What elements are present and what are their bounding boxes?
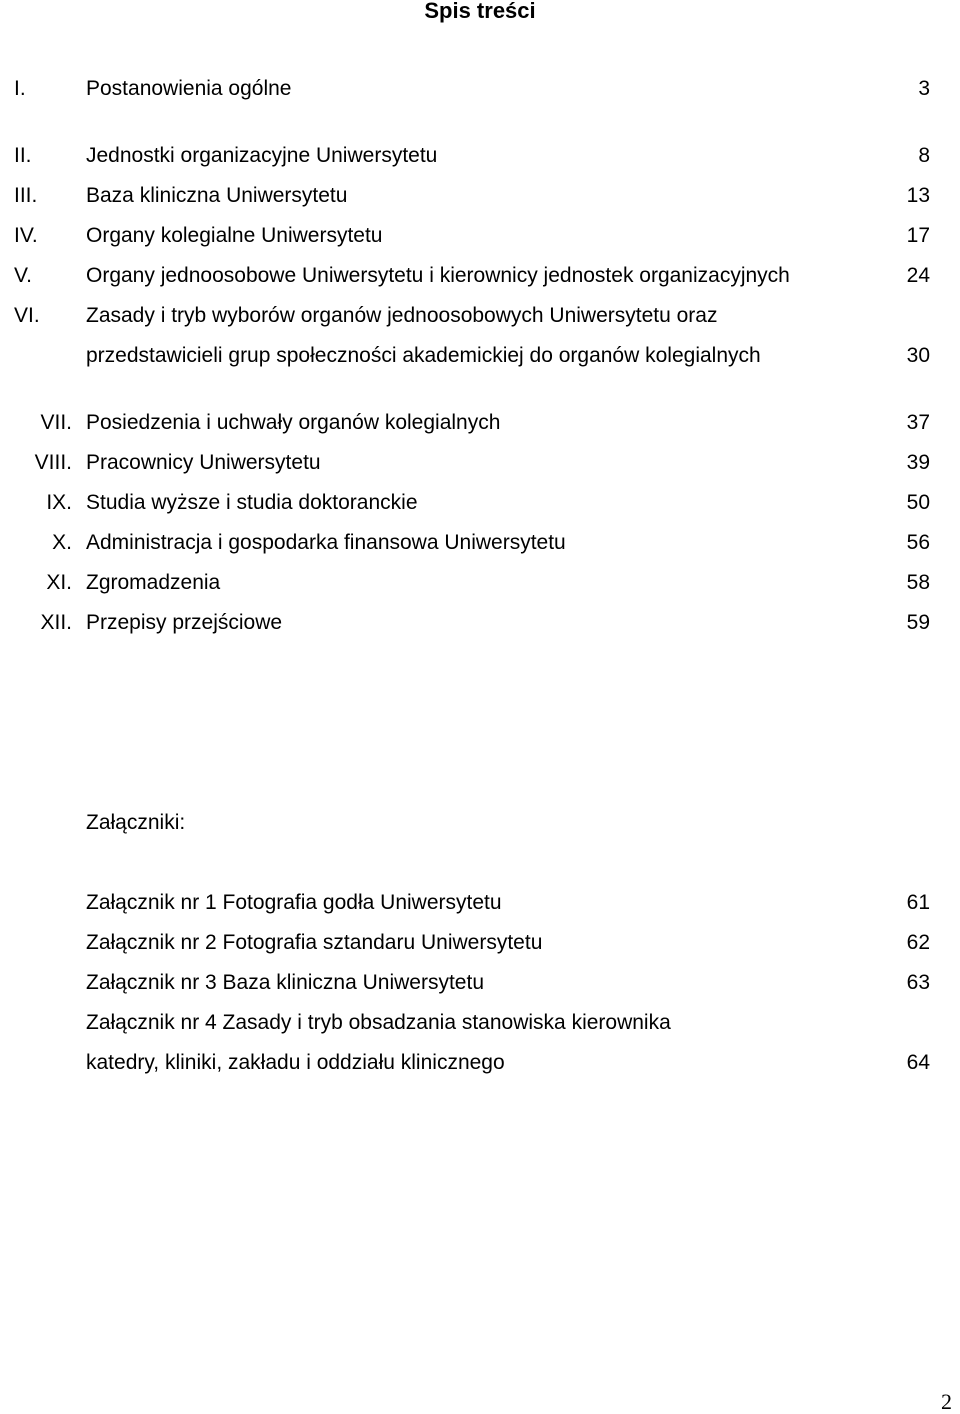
attachment-entry-page: 63 bbox=[906, 971, 930, 994]
toc-entry-text: Jednostki organizacyjne Uniwersytetu bbox=[86, 144, 438, 167]
toc-entry-page: 39 bbox=[906, 451, 930, 474]
toc-entry-number: X. bbox=[52, 531, 72, 554]
page-number: 2 bbox=[941, 1389, 952, 1414]
toc-entry-page: 37 bbox=[906, 411, 930, 434]
toc-entry-number: IX. bbox=[46, 491, 72, 514]
toc-entry-page: 58 bbox=[906, 571, 930, 594]
toc-entry-text: Postanowienia ogólne bbox=[86, 77, 292, 100]
toc-entry-page: 24 bbox=[906, 264, 930, 287]
toc-entry-text: Pracownicy Uniwersytetu bbox=[86, 451, 321, 474]
toc-entry-number: VI. bbox=[14, 304, 40, 327]
toc-entry-page: 56 bbox=[906, 531, 930, 554]
toc-entry-text: Zgromadzenia bbox=[86, 571, 221, 594]
toc-entry-number: XII. bbox=[40, 611, 72, 634]
toc-entry-text: Organy kolegialne Uniwersytetu bbox=[86, 224, 383, 247]
attachment-entry-text-continued: katedry, kliniki, zakładu i oddziału klinicznego bbox=[86, 1051, 505, 1074]
attachment-entry-text: Załącznik nr 3 Baza kliniczna Uniwersytetu bbox=[86, 971, 484, 994]
toc-entry-page: 59 bbox=[906, 611, 930, 634]
attachment-entry-page: 62 bbox=[906, 931, 930, 954]
attachment-entry-page: 61 bbox=[906, 891, 930, 914]
attachment-entry-text: Załącznik nr 1 Fotografia godła Uniwersytetu bbox=[86, 891, 502, 914]
toc-entry-number: III. bbox=[14, 184, 38, 207]
toc-entry-page: 17 bbox=[906, 224, 930, 247]
toc-entry-number: XI. bbox=[46, 571, 72, 594]
attachment-entry-page: 64 bbox=[906, 1051, 930, 1074]
toc-entry-text: Posiedzenia i uchwały organów kolegialnych bbox=[86, 411, 501, 434]
toc-entry-text: Organy jednoosobowe Uniwersytetu i kierownicy jednostek organizacyjnych bbox=[86, 264, 790, 287]
toc-entry-number: VIII. bbox=[34, 451, 72, 474]
toc-entry-number: I. bbox=[14, 77, 26, 100]
toc-entry-page: 30 bbox=[906, 344, 930, 367]
toc-entry-number: V. bbox=[14, 264, 32, 287]
attachment-entry-text: Załącznik nr 2 Fotografia sztandaru Uniwersytetu bbox=[86, 931, 543, 954]
toc-entry-text-continued: przedstawicieli grup społeczności akademickiej do organów kolegialnych bbox=[86, 344, 761, 367]
toc-entry-page: 50 bbox=[906, 491, 930, 514]
toc-entry-number: II. bbox=[14, 144, 32, 167]
attachment-entry-text: Załącznik nr 4 Zasady i tryb obsadzania stanowiska kierownika bbox=[86, 1011, 671, 1034]
toc-entry-page: 3 bbox=[918, 77, 930, 100]
toc-entry-text: Baza kliniczna Uniwersytetu bbox=[86, 184, 348, 207]
toc-entry-page: 8 bbox=[918, 144, 930, 167]
toc-entry-number: VII. bbox=[40, 411, 72, 434]
toc-entry-number: IV. bbox=[14, 224, 38, 247]
toc-title: Spis treści bbox=[424, 0, 536, 23]
toc-entry-text: Zasady i tryb wyborów organów jednoosobowych Uniwersytetu oraz bbox=[86, 304, 718, 327]
toc-entry-text: Studia wyższe i studia doktoranckie bbox=[86, 491, 418, 514]
toc-entry-text: Przepisy przejściowe bbox=[86, 611, 283, 634]
toc-entry-text: Administracja i gospodarka finansowa Uniwersytetu bbox=[86, 531, 566, 554]
attachments-heading: Załączniki: bbox=[86, 811, 186, 834]
toc-entry-page: 13 bbox=[906, 184, 930, 207]
